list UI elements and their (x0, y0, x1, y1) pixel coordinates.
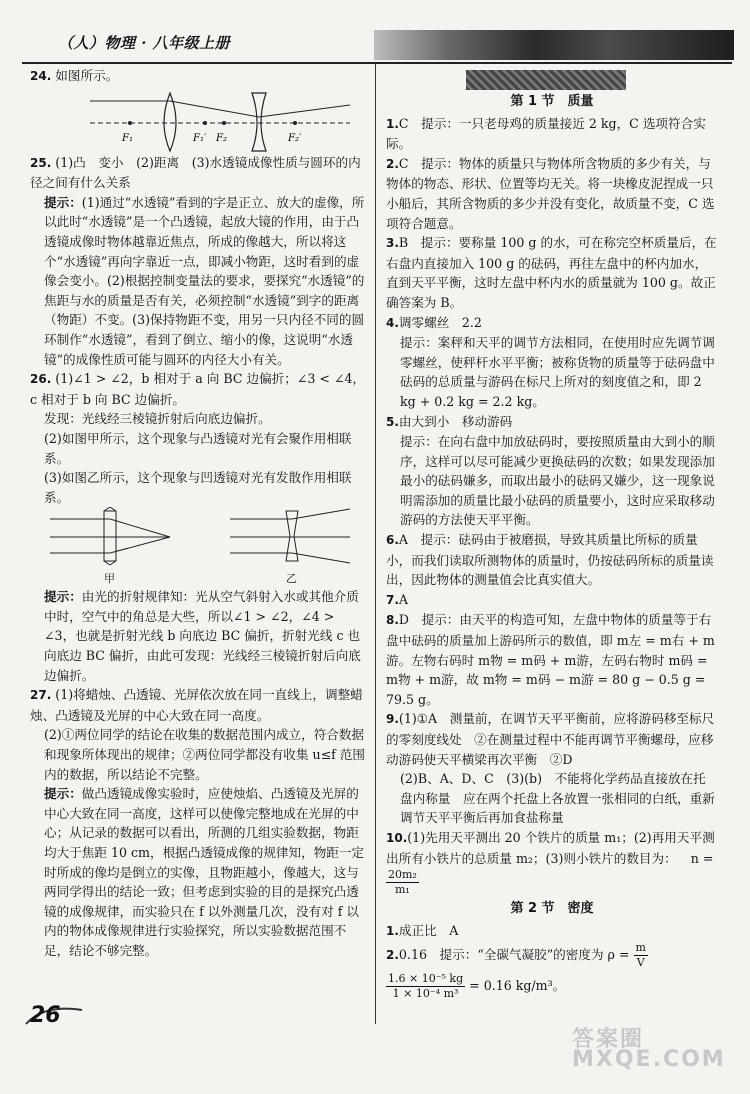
page-number: 26 (30, 1003, 61, 1028)
fraction-n: $\frac{\text{20m₂}}{\text{m₁}}$ (388, 868, 417, 897)
label-f2-prime: F₂′ (288, 132, 302, 144)
column-divider (375, 64, 376, 1024)
mass-item-5: 5.由大到小 移动游码 (386, 413, 513, 429)
question-27: 27. (1)将蜡烛、凸透镜、光屏依次放在同一直线上，调整蜡烛、凸透镜及光屏的中心大致在同一高度。 (30, 687, 363, 723)
mass-item-2: 2.C 提示：物体的质量只与物体所含物质的多少有关，与物体的物态、形状、位置等均无关。将一块橡皮泥捏成一只小船后，其所含物质的多少并没有变化，故质量不变，C 选项符合题意。 (386, 155, 715, 231)
mass-item-1: 1.C 提示：一只老母鸡的质量接近 2 kg，C 选项符合实际。 (386, 115, 706, 152)
label-f1-prime: F₁′ (193, 132, 207, 144)
hint-25: 提示：(1)通过“水透镜”看到的字是正立、放大的虚像，所以此时“水透镜”是一个凸透镜，起放大镜的作用，由于凸透镜成像时物体越靠近焦点，所成的像越大，所以将这个“水透镜”再向字靠近一点，即减小物距，这时看到的虚像会变小。(2)根据控制变量法的要求，要探究“水透镜”的焦距与水的质量是否有关，必须控制“水透镜”到字的距离（物距）不变。(3)保持物距不变，用另一只内径不同的圆环制作“水透镜”，看到了倒立、缩小的像，这说明“水透镜”的成像性质可能与圆环的内径大小有关。 (44, 194, 365, 367)
answer-26-part2: (2)如图甲所示，这个现象与凸透镜对光有会聚作用相联系。 (44, 430, 352, 466)
mass-item-9-extra: (2)B、A、D、C (3)(b) 不能将化学药品直接放在托盘内称量 应在两个托盘上各放置一张相同的白纸，重新调节天平平衡后再加食盐称量 (400, 771, 715, 826)
question-26: 26. (1)∠1 > ∠2，b 相对于 a 向 BC 边偏折；∠3 < ∠4，c 相对于 b 向 BC 边偏折。 (30, 371, 366, 407)
page-header (22, 26, 732, 64)
mass-item-10: 10.(1)先用天平测出 20 个铁片的质量 m₁；(2)再用天平测出所有小铁片的总质量 m₂；(3)则小铁片的数目为： n = $\frac{\text{20m₂}}{\text{m₁}}$ (386, 829, 715, 897)
answer-27-part2: (2)①两位同学的结论在收集的数据范围内成立，符合数据和现象所体现出的规律；②两位同学都没有收集 u≤f 范围内的数据，所以结论不完整。 (44, 727, 365, 782)
concave-prism-figure (230, 509, 350, 563)
left-column (30, 66, 366, 961)
answer-26-part3: (3)如图乙所示，这个现象与凹透镜对光有发散作用相联系。 (44, 470, 352, 505)
fraction-rho: $\frac{m}{V}$ (635, 941, 646, 970)
mass-item-9: 9.(1)①A 测量前，在调节天平平衡前，应将游码移至标尺的零刻度线处 ②在测量过程中不能再调节平衡螺母，应移动游码使天平横梁再次平衡 ②D (386, 711, 715, 767)
watermark-logo: 答案圈 MXQE.COM (572, 1027, 726, 1072)
section-title-density: 第 2 节 密度 (510, 901, 594, 917)
prism-lens-diagram (30, 507, 366, 569)
density-item-2-calc: $\frac{\text{1.6 × 10⁻⁵ kg}}{\text{1 × 10⁻⁴ m³}}$ = 0.16 kg/m³。 (388, 972, 566, 1001)
mass-item-6: 6.A 提示：砝码由于被磨损，导致其质量比所标的质量小，而我们读取所测物体的质量时，仍按砝码所标的质量读出，因此物体的测量值会比真实值大。 (386, 532, 714, 588)
mass-item-4-hint: 提示：案秤和天平的调节方法相同，在使用时应先调节调零螺丝，使秤杆水平平衡；被称货物的质量等于砝码盘中砝码的总质量与游码在标尺上所对的刻度值之和，即 2 kg + 0.2 kg = 2.2 kg。 (400, 335, 715, 409)
question-24: 24. 如图所示。 (30, 68, 119, 83)
density-item-2: 2.0.16 提示：“全碳气凝胶”的密度为 ρ = $\frac{m}{V}$ (386, 941, 646, 970)
section-banner (466, 70, 626, 90)
convex-prism-figure (50, 507, 170, 565)
section-title-mass: 第 1 节 质量 (510, 94, 594, 109)
header-decoration (374, 30, 734, 60)
hint-27: 提示：做凸透镜成像实验时，应使烛焰、凸透镜及光屏的中心大致在同一高度，这样可以使像完整地成在光屏的中心；从记录的数据可以看出，所测的几组实验数据，物距均大于焦距 10 cm，根据凸透镜成像的规律知，物距一定时所成的像均是倒立的实像，且物距越小，像越大，这与两同学得出的结论一致；但考虑到实验的目的是探究凸透镜的成像规律，而实验只在 f 以外测量几次，没有对 f 以内的物体成像规律进行实验探究，所以实验数据范围不足，结论不够完整。 (44, 786, 365, 958)
lens-diagram (30, 87, 366, 153)
figure-labels (30, 569, 366, 587)
figure-label-jia: 甲 (104, 572, 115, 586)
right-column (386, 66, 718, 1001)
mass-item-8: 8.D 提示：由天平的构造可知，左盘中物体的质量等于右盘中砝码的质量加上游码所示的数值，即 m左 = m右 + m游。左物右码时 m物 = m码 + m游，左码右物时 m码 = m物 + m游，故 m物 = m码 − m游 = 80 g − 0.5 g = 79.5 g。 (386, 612, 715, 707)
mass-item-4: 4.调零螺丝 2.2 (386, 314, 482, 330)
label-f2: F₂ (216, 132, 227, 144)
mass-item-3: 3.B 提示：要称量 100 g 的水，可在称完空杯质量后，在右盘内直接加入 100 g 的砝码，再往左盘中的杯内加水，直到天平平衡，这时左盘中杯内水的质量就为 100 g。故正确答案为 B。 (386, 235, 717, 310)
density-item-1: 1.成正比 A (386, 922, 459, 938)
mass-item-5-hint: 提示：在向右盘中加放砝码时，要按照质量由大到小的顺序，这样可以尽可能减少更换砝码的次数；如果发现添加最小的砝码嫌多，而取出最小的砝码又嫌少，这一现象说明需添加的质量比最小砝码的质量要小，这时应采取移动游码的方法使天平平衡。 (400, 434, 715, 528)
question-25: 25. (1)凸 变小 (2)距离 (3)水透镜成像性质与圆环的内径之间有什么关系 (30, 154, 361, 191)
label-f1: F₁ (122, 132, 133, 144)
figure-label-yi: 乙 (286, 572, 297, 586)
header-title: （人）物理 · 八年级上册 (58, 34, 231, 52)
formula-n: n = $\frac{\text{20m₂}}{\text{m₁}}$ (388, 850, 714, 897)
answer-26-found: 发现：光线经三棱镜折射后向底边偏折。 (44, 411, 271, 427)
fraction-density-calc: $\frac{\text{1.6 × 10⁻⁵ kg}}{\text{1 × 10⁻⁴ m³}}$ (388, 972, 464, 1001)
mass-item-7: 7.A (386, 591, 409, 607)
hint-26: 提示：由光的折射规律知：光从空气斜射入水或其他介质中时，空气中的角总是大些，所以∠1 > ∠2，∠4 > ∠3，也就是折射光线 b 向底边 BC 偏折，折射光线 c 也向底边 BC 偏折，由此可发现：光线经三棱镜折射后向底边偏折。 (44, 589, 361, 683)
